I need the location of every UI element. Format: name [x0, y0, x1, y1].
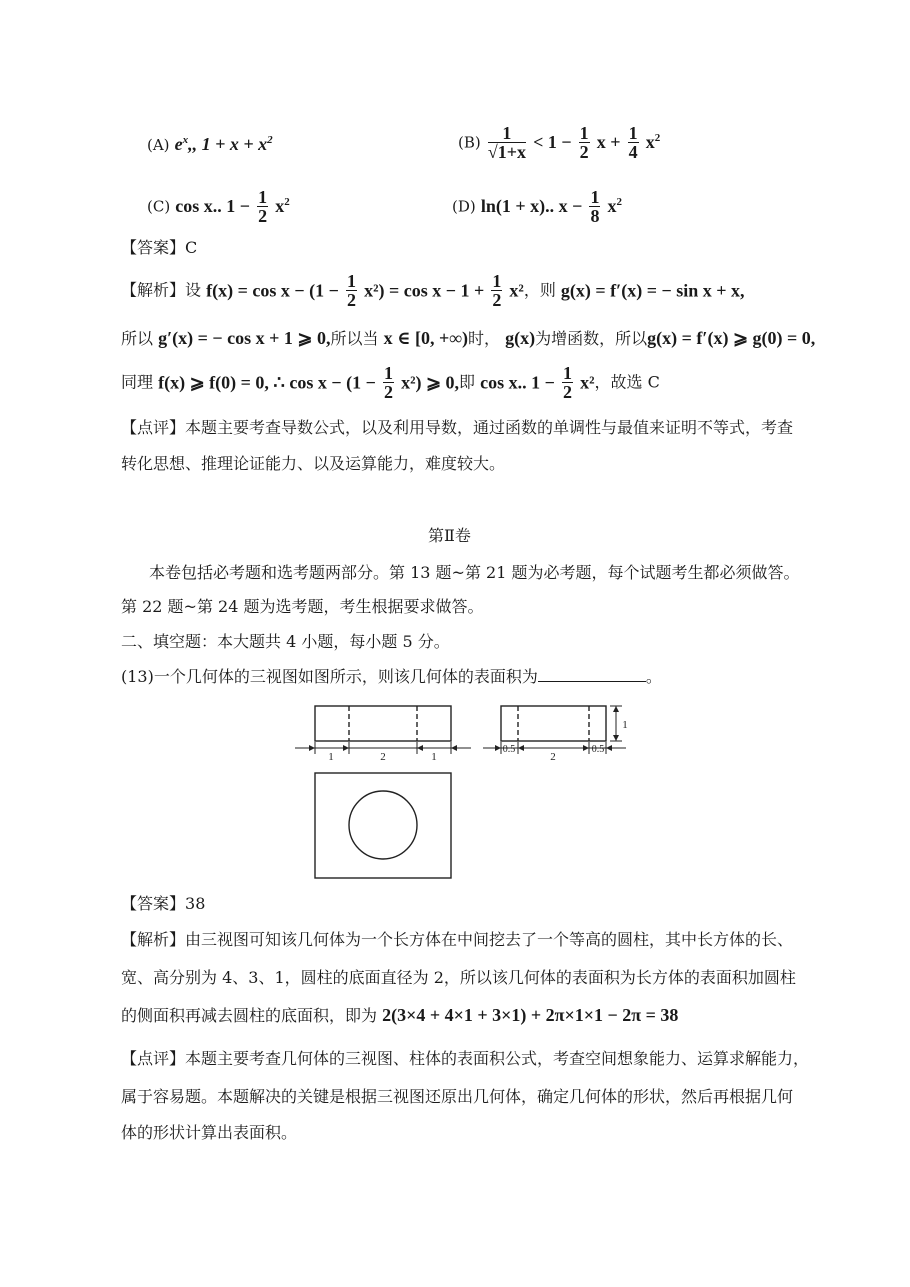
section-intro-line2: 第 22 题~第 24 题为选考题，考生根据要求做答。 — [121, 597, 484, 616]
front-dim-2: 2 — [380, 751, 386, 763]
q13-formula: 2(3×4 + 4×1 + 3×1) + 2π×1×1 − 2π = 38 — [382, 1005, 679, 1025]
q12-analysis-line1: 【解析】设 f(x) = cos x − (1 − $\frac{1}{2}$ x²) = cos x − 1 + $\frac{1}{2}$ x²，则 g(x) = f′(x) = − sin x + x, — [121, 271, 745, 310]
front-dim-3: 1 — [431, 751, 437, 763]
q12-comment-line2: 转化思想、推理论证能力、以及运算能力，难度较大。 — [121, 454, 506, 473]
q13-stem: (13)一个几何体的三视图如图所示，则该几何体的表面积为 。 — [121, 667, 662, 686]
front-view — [315, 706, 451, 741]
answer-blank[interactable] — [538, 667, 646, 682]
q13-analysis-line1: 【解析】由三视图可知该几何体为一个长方体在中间挖去了一个等高的圆柱，其中长方体的长、 — [121, 930, 794, 949]
q13-comment-line2: 属于容易题。本题解决的关键是根据三视图还原出几何体，确定几何体的形状，然后再根据几何 — [121, 1087, 794, 1106]
side-dim-3: 0.5 — [591, 744, 605, 755]
q12-answer: 【答案】C — [121, 238, 198, 257]
option-c: (C) cos x.. 1 − $\frac{1}{2}$ $x^2$ — [147, 187, 290, 226]
q13-comment-line3: 体的形状计算出表面积。 — [121, 1123, 298, 1142]
side-dim-2: 2 — [550, 751, 556, 763]
q13-analysis-line2: 宽、高分别为 4、3、1，圆柱的底面直径为 2，所以该几何体的表面积为长方体的表面积加圆柱 — [121, 968, 796, 987]
top-view-circle — [349, 791, 417, 859]
q13-analysis-line3: 的侧面积再减去圆柱的底面积，即为 2(3×4 + 4×1 + 3×1) + 2π×1×1 − 2π = 38 — [121, 1005, 679, 1025]
section-title: 第Ⅱ卷 — [428, 526, 471, 545]
section-heading: 二、填空题：本大题共 4 小题，每小题 5 分。 — [121, 632, 450, 651]
side-view — [501, 706, 606, 741]
side-dim-1: 0.5 — [502, 744, 516, 755]
section-intro-line1: 本卷包括必考题和选考题两部分。第 13 题~第 21 题为必考题，每个试题考生都必须做答。 — [149, 563, 800, 582]
q13-answer: 【答案】38 — [121, 894, 206, 913]
top-view — [315, 773, 451, 878]
three-view-figure — [290, 698, 640, 882]
front-dim-1: 1 — [328, 751, 334, 763]
q12-comment-line1: 【点评】本题主要考查导数公式，以及利用导数，通过函数的单调性与最值来证明不等式，考查 — [121, 418, 794, 437]
height-dim: 1 — [622, 719, 628, 731]
q13-comment-line1: 【点评】本题主要考查几何体的三视图、柱体的表面积公式，考查空间想象能力、运算求解能力， — [121, 1049, 810, 1068]
q12-analysis-line3: 同理 f(x) ⩾ f(0) = 0, ∴ cos x − (1 − $\frac{1}{2}$ x²) ⩾ 0,即 cos x.. 1 − $\frac{1}{2}$ x²，故选 C — [121, 363, 660, 402]
option-a: (A) $e^x$,, $1 + x + x^2$ — [147, 134, 273, 154]
q12-analysis-line2: 所以 g′(x) = − cos x + 1 ⩾ 0,所以当 x ∈ [0, +∞)时， g(x)为增函数，所以g(x) = f′(x) ⩾ g(0) = 0, — [121, 328, 816, 348]
option-d: (D) ln(1 + x).. x − $\frac{1}{8}$ $x^2$ — [452, 187, 623, 226]
option-b: (B) $\frac{1}{√1+x}$ < 1 − $\frac{1}{2}$ x + $\frac{1}{4}$ $x^2$ — [458, 123, 661, 162]
